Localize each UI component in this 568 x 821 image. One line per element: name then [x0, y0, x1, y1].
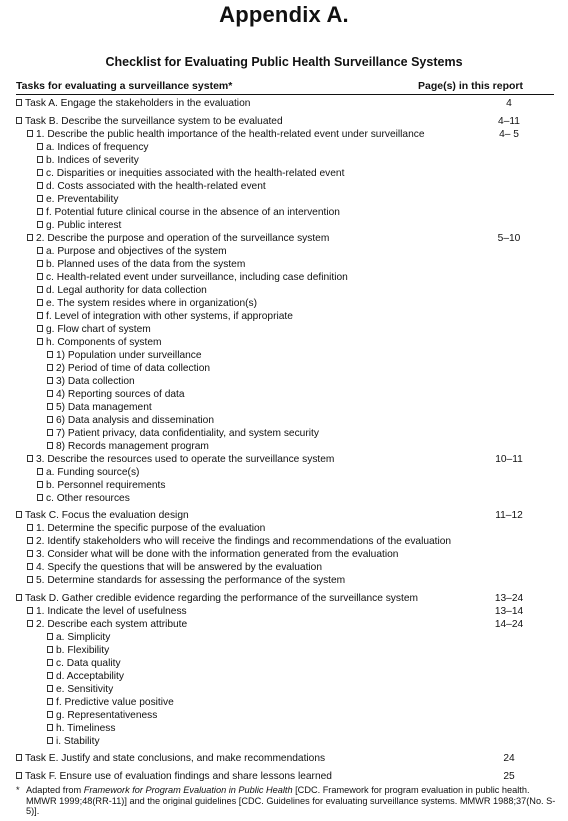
- checklist-item-text: 2. Describe each system attribute: [36, 618, 188, 630]
- checklist-item-text: d. Costs associated with the health-related event: [46, 180, 266, 192]
- checkbox[interactable]: [37, 156, 43, 163]
- checkbox[interactable]: [27, 537, 33, 544]
- checklist-item: [16, 193, 556, 206]
- checkbox[interactable]: [27, 524, 33, 531]
- checklist-item-text: e. The system resides where in organization(s): [46, 297, 258, 309]
- checkbox[interactable]: [27, 130, 33, 137]
- page-subtitle: Checklist for Evaluating Public Health Surveillance Systems: [105, 55, 463, 69]
- checkbox[interactable]: [27, 455, 33, 462]
- checklist-item: [16, 670, 556, 683]
- checkbox[interactable]: [47, 672, 53, 679]
- checkbox[interactable]: [27, 550, 33, 557]
- checkbox[interactable]: [47, 698, 53, 705]
- checklist-item: [16, 245, 556, 258]
- checklist-item-text: a. Simplicity: [56, 631, 111, 643]
- checkbox[interactable]: [37, 299, 43, 306]
- checkbox[interactable]: [37, 468, 43, 475]
- checkbox[interactable]: [37, 221, 43, 228]
- checklist-item: [16, 548, 556, 561]
- checklist-item: [16, 631, 556, 644]
- checklist-item-text: b. Flexibility: [56, 644, 110, 656]
- checklist-item: [16, 154, 556, 167]
- checklist-item: [16, 310, 556, 323]
- checklist-item-text: b. Personnel requirements: [46, 479, 166, 491]
- checkbox[interactable]: [47, 724, 53, 731]
- checkbox[interactable]: [47, 711, 53, 718]
- checkbox[interactable]: [27, 563, 33, 570]
- checklist-item-text: c. Other resources: [46, 492, 130, 504]
- page-reference: 14–24: [494, 618, 524, 630]
- checklist-item: [16, 592, 556, 605]
- checklist-item-text: c. Health-related event under surveillance, including case definition: [46, 271, 348, 283]
- checkbox[interactable]: [37, 143, 43, 150]
- checklist-item: [16, 709, 556, 722]
- checklist-item: [16, 574, 556, 587]
- checklist-item-text: Task B. Describe the surveillance system to be evaluated: [25, 115, 283, 127]
- checklist-item-text: Task F. Ensure use of evaluation findings and share lessons learned: [25, 770, 332, 782]
- checkbox[interactable]: [47, 633, 53, 640]
- checkbox[interactable]: [47, 390, 53, 397]
- checklist-item: [16, 440, 556, 453]
- tasks-column-header: Tasks for evaluating a surveillance system*: [16, 80, 233, 92]
- checklist-item-text: f. Level of integration with other systems, if appropriate: [46, 310, 293, 322]
- checklist-item-text: 1. Determine the specific purpose of the evaluation: [36, 523, 266, 534]
- checkbox[interactable]: [37, 494, 43, 501]
- checklist-item-text: g. Flow chart of system: [46, 323, 151, 335]
- checklist-item-text: f. Potential future clinical course in the absence of an intervention: [46, 206, 340, 218]
- checklist-item: [16, 509, 556, 522]
- checklist-item: [16, 401, 556, 414]
- checklist-item: [16, 735, 556, 748]
- checklist-item-text: Task A. Engage the stakeholders in the evaluation: [25, 98, 251, 109]
- checklist-item: [16, 232, 556, 245]
- checklist-item-text: c. Data quality: [56, 657, 121, 669]
- checklist-item: [16, 167, 556, 180]
- checklist-item: [16, 336, 556, 349]
- checklist-item-text: Task D. Gather credible evidence regarding the performance of the surveillance system: [25, 592, 418, 604]
- checkbox[interactable]: [37, 208, 43, 215]
- checkbox[interactable]: [47, 416, 53, 423]
- checklist-item: [16, 206, 556, 219]
- page-reference: 13–24: [494, 592, 524, 604]
- checkbox[interactable]: [27, 607, 33, 614]
- page-title: Appendix A.: [219, 2, 349, 27]
- checklist-item-text: g. Representativeness: [56, 709, 158, 721]
- checklist-item: [16, 349, 556, 362]
- checklist-item-text: 5) Data management: [56, 401, 152, 413]
- page-reference: 5–10: [497, 232, 521, 244]
- page-reference: 4–11: [498, 115, 520, 127]
- checklist-item-text: 1. Indicate the level of usefulness: [36, 605, 187, 617]
- checkbox[interactable]: [37, 169, 43, 176]
- checklist-item-text: Task E. Justify and state conclusions, and make recommendations: [25, 753, 326, 764]
- page-reference: 24: [503, 753, 515, 764]
- checkbox[interactable]: [16, 117, 22, 124]
- checklist-item: [16, 180, 556, 193]
- checklist-item-text: d. Legal authority for data collection: [46, 284, 207, 296]
- checkbox[interactable]: [47, 364, 53, 371]
- checkbox[interactable]: [37, 338, 43, 345]
- checklist-item-text: 5. Determine standards for assessing the performance of the system: [36, 575, 346, 586]
- page-reference: 4: [506, 98, 512, 109]
- page-reference: 10–11: [495, 453, 523, 465]
- checklist-item: [16, 722, 556, 735]
- checklist-item-text: 1. Describe the public health importance of the health-related event under surveillance: [36, 128, 425, 140]
- checkbox[interactable]: [47, 429, 53, 436]
- footnote-suffix: [CDC. Framework for program evaluation in public health. MMWR 1999;48(RR-11)] and the original guidelines [CDC. Guidelines for evaluating surveillance systems. MMWR 1988;37(No. S-5)].: [26, 785, 556, 817]
- checklist-item: [16, 696, 556, 709]
- page-reference: 25: [503, 770, 515, 782]
- checklist-item: [16, 323, 556, 336]
- checkbox[interactable]: [27, 234, 33, 241]
- checklist-item-text: h. Components of system: [46, 336, 162, 348]
- checklist-item-text: e. Sensitivity: [56, 683, 114, 695]
- checklist-item: [16, 297, 556, 310]
- checkbox[interactable]: [16, 511, 22, 518]
- footnote-source-title: Framework for Program Evaluation in Public Health: [83, 785, 293, 795]
- checklist-item: [16, 453, 556, 466]
- checklist-item-text: c. Disparities or inequities associated with the health-related event: [46, 167, 345, 179]
- checklist-item: [16, 561, 556, 574]
- page-reference: 11–12: [495, 510, 523, 521]
- checklist-item-text: i. Stability: [56, 735, 100, 747]
- checklist-item: [16, 618, 556, 631]
- checklist-item: [16, 644, 556, 657]
- checklist-item-text: 8) Records management program: [56, 440, 209, 452]
- checkbox[interactable]: [37, 286, 43, 293]
- checkbox[interactable]: [47, 377, 53, 384]
- checklist-item: [16, 388, 556, 401]
- checklist-item-text: 4. Specify the questions that will be answered by the evaluation: [36, 562, 322, 573]
- checklist-item: [16, 770, 556, 783]
- checklist-item: [16, 128, 556, 141]
- checklist: [16, 97, 556, 783]
- checkbox[interactable]: [37, 325, 43, 332]
- checklist-item: [16, 683, 556, 696]
- checklist-item-text: 3. Describe the resources used to operate the surveillance system: [36, 453, 335, 465]
- checkbox[interactable]: [37, 260, 43, 267]
- checklist-item-text: Task C. Focus the evaluation design: [25, 510, 189, 521]
- checklist-item: [16, 115, 556, 128]
- checkbox[interactable]: [16, 99, 22, 106]
- checklist-item-text: 2. Identify stakeholders who will receive the findings and recommendations of the evaluation: [36, 536, 452, 547]
- checklist-item: [16, 141, 556, 154]
- checklist-item-text: 2. Describe the purpose and operation of the surveillance system: [36, 232, 330, 244]
- checklist-item-text: 7) Patient privacy, data confidentiality, and system security: [56, 427, 319, 439]
- checkbox[interactable]: [16, 754, 22, 761]
- checklist-item-text: 3) Data collection: [56, 375, 135, 387]
- checklist-item: [16, 362, 556, 375]
- checklist-item: [16, 492, 556, 505]
- checklist-item-text: e. Preventability: [46, 193, 119, 205]
- checklist-item: [16, 535, 556, 548]
- checklist-item: [16, 605, 556, 618]
- checklist-item-text: a. Indices of frequency: [46, 141, 149, 153]
- checklist-item: [16, 219, 556, 232]
- checkbox[interactable]: [16, 772, 22, 779]
- checklist-item-text: b. Planned uses of the data from the system: [46, 258, 246, 270]
- footnote-marker: *: [16, 785, 20, 795]
- checklist-item: [16, 271, 556, 284]
- checklist-item: [16, 657, 556, 670]
- checklist-item-text: h. Timeliness: [56, 722, 116, 734]
- checkbox[interactable]: [37, 273, 43, 280]
- checklist-item-text: 1) Population under surveillance: [56, 349, 202, 361]
- checklist-item: [16, 414, 556, 427]
- checklist-item: [16, 752, 556, 765]
- page-reference: 13–14: [494, 605, 524, 617]
- checkbox[interactable]: [37, 182, 43, 189]
- checkbox[interactable]: [37, 195, 43, 202]
- header-divider: [16, 94, 554, 95]
- checklist-item-text: a. Purpose and objectives of the system: [46, 245, 227, 257]
- checkbox[interactable]: [27, 576, 33, 583]
- checklist-item-text: 6) Data analysis and dissemination: [56, 414, 214, 426]
- footnote-text: [26, 785, 556, 817]
- checkbox[interactable]: [27, 620, 33, 627]
- checklist-item: [16, 479, 556, 492]
- checkbox[interactable]: [37, 312, 43, 319]
- pages-column-header: Page(s) in this report: [418, 80, 524, 92]
- checklist-item: [16, 427, 556, 440]
- checkbox[interactable]: [47, 646, 53, 653]
- checkbox[interactable]: [16, 594, 22, 601]
- checklist-item-text: g. Public interest: [46, 219, 122, 231]
- footnote-prefix: Adapted from: [26, 785, 84, 795]
- checklist-item: [16, 258, 556, 271]
- checklist-item-text: f. Predictive value positive: [56, 696, 174, 708]
- checklist-item: [16, 284, 556, 297]
- checklist-item-text: 4) Reporting sources of data: [56, 388, 185, 400]
- checkbox[interactable]: [47, 403, 53, 410]
- checkbox[interactable]: [47, 685, 53, 692]
- checklist-item: [16, 466, 556, 479]
- checklist-item-text: 3. Consider what will be done with the information generated from the evaluation: [36, 549, 399, 560]
- checklist-item-text: a. Funding source(s): [46, 466, 140, 478]
- checklist-item-text: d. Acceptability: [56, 670, 124, 682]
- checklist-item: [16, 522, 556, 535]
- checkbox[interactable]: [37, 481, 43, 488]
- checklist-item-text: 2) Period of time of data collection: [56, 362, 211, 374]
- checkbox[interactable]: [47, 442, 53, 449]
- checklist-item: [16, 375, 556, 388]
- checklist-item: [16, 97, 556, 110]
- checkbox[interactable]: [37, 247, 43, 254]
- checkbox[interactable]: [47, 737, 53, 744]
- footnote: [16, 785, 556, 817]
- page-reference: 4– 5: [499, 128, 519, 140]
- checkbox[interactable]: [47, 351, 53, 358]
- checkbox[interactable]: [47, 659, 53, 666]
- checklist-item-text: b. Indices of severity: [46, 154, 139, 166]
